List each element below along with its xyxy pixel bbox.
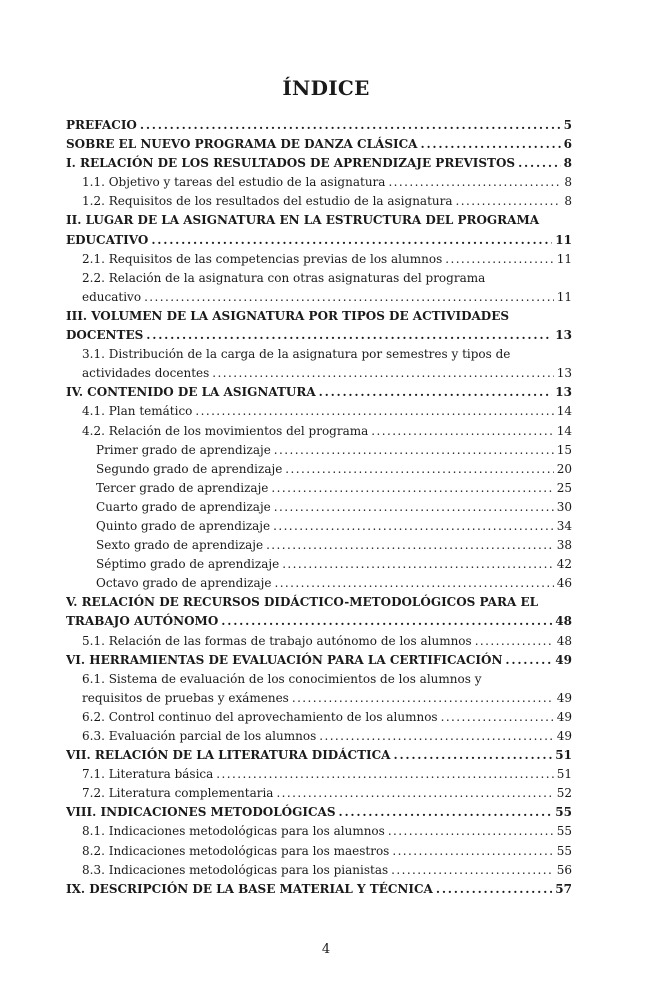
toc-page-number: 13 bbox=[555, 328, 572, 343]
toc-entry bbox=[66, 517, 572, 536]
toc-entry bbox=[66, 422, 572, 441]
dot-leader bbox=[436, 880, 552, 899]
dot-leader bbox=[144, 288, 554, 307]
toc-entry bbox=[66, 173, 572, 192]
toc-entry-text: VII. RELACIÓN DE LA LITERATURA DIDÁCTICA bbox=[66, 748, 391, 763]
toc-page-number: 8 bbox=[564, 194, 572, 209]
dot-leader bbox=[391, 861, 554, 880]
toc-entry bbox=[66, 402, 572, 421]
toc-entry bbox=[66, 498, 572, 517]
dot-leader bbox=[151, 231, 552, 250]
toc-entry-text: VIII. INDICACIONES METODOLÓGICAS bbox=[66, 805, 336, 820]
toc-entry-text: Tercer grado de aprendizaje bbox=[96, 480, 269, 495]
dot-leader bbox=[140, 116, 561, 135]
toc-page-number: 11 bbox=[556, 251, 572, 266]
toc-page-number: 14 bbox=[556, 404, 572, 419]
toc-entry bbox=[66, 689, 572, 708]
toc-page-number: 55 bbox=[555, 805, 572, 820]
dot-leader bbox=[393, 746, 552, 765]
dot-leader bbox=[212, 364, 553, 383]
toc-entry bbox=[66, 154, 572, 173]
toc-entry bbox=[66, 651, 572, 670]
toc-page-number: 13 bbox=[556, 366, 572, 381]
dot-leader bbox=[421, 135, 561, 154]
toc-entry bbox=[66, 765, 572, 784]
toc-entry bbox=[66, 135, 572, 154]
toc-entry-text: VI. HERRAMIENTAS DE EVALUACIÓN PARA LA CERTIFICACIÓN bbox=[66, 652, 503, 667]
toc-entry bbox=[66, 612, 572, 631]
dot-leader bbox=[339, 803, 553, 822]
toc-entry-text: 6.3. Evaluación parcial de los alumnos bbox=[82, 729, 317, 743]
toc-entry-text: Séptimo grado de aprendizaje bbox=[96, 557, 280, 572]
dot-leader bbox=[266, 536, 554, 555]
toc-entry-text: 1.1. Objetivo y tareas del estudio de la asignatura bbox=[82, 175, 386, 190]
toc-page-number: 55 bbox=[556, 824, 572, 839]
toc-page-number: 52 bbox=[556, 786, 572, 801]
dot-leader bbox=[445, 250, 553, 269]
toc-entry-text: 8.2. Indicaciones metodológicas para los maestros bbox=[82, 843, 390, 858]
toc-page-number: 34 bbox=[556, 518, 572, 533]
toc-entry-text: PREFACIO bbox=[66, 118, 137, 132]
toc-entry bbox=[66, 574, 572, 593]
toc-entry bbox=[66, 231, 572, 250]
toc-page-number: 49 bbox=[556, 729, 572, 743]
dot-leader bbox=[282, 555, 554, 574]
toc-entry bbox=[66, 326, 572, 345]
dot-leader bbox=[319, 727, 553, 746]
toc-entry bbox=[66, 861, 572, 880]
toc-entry bbox=[66, 288, 572, 307]
toc-page-number: 48 bbox=[556, 633, 572, 648]
toc-entry-text: Primer grado de aprendizaje bbox=[96, 442, 271, 457]
toc-page-number: 13 bbox=[555, 385, 572, 400]
toc-entry-text: TRABAJO AUTÓNOMO bbox=[66, 614, 219, 629]
toc-entry-text: Segundo grado de aprendizaje bbox=[96, 461, 283, 476]
toc-entry-text: IX. DESCRIPCIÓN DE LA BASE MATERIAL Y TÉCNICA bbox=[66, 881, 433, 896]
table-of-contents bbox=[66, 116, 572, 899]
toc-entry-text: EDUCATIVO bbox=[66, 232, 149, 247]
toc-page-number: 30 bbox=[556, 499, 572, 514]
toc-page-number: 56 bbox=[556, 862, 572, 877]
toc-entry-text: II. LUGAR DE LA ASIGNATURA EN LA ESTRUCTURA DEL PROGRAMA bbox=[66, 213, 540, 228]
toc-entry-text: 4.2. Relación de los movimientos del programa bbox=[82, 423, 369, 438]
toc-entry bbox=[66, 192, 572, 211]
dot-leader bbox=[216, 765, 553, 784]
toc-entry bbox=[66, 364, 572, 383]
toc-page-number: 14 bbox=[556, 423, 572, 438]
dot-leader bbox=[392, 842, 553, 861]
dot-leader bbox=[371, 422, 553, 441]
toc-entry-text: 7.1. Literatura básica bbox=[82, 767, 214, 782]
toc-entry-text: 3.1. Distribución de la carga de la asignatura por semestres y tipos de bbox=[82, 347, 511, 362]
toc-entry-text: Sexto grado de aprendizaje bbox=[96, 538, 264, 553]
toc-entry bbox=[66, 460, 572, 479]
toc-entry-text: SOBRE EL NUEVO PROGRAMA DE DANZA CLÁSICA bbox=[66, 137, 418, 152]
toc-entry-text: I. RELACIÓN DE LOS RESULTADOS DE APRENDIZAJE PREVISTOS bbox=[66, 156, 516, 171]
toc-entry-text: 1.2. Requisitos de los resultados del estudio de la asignatura bbox=[82, 194, 453, 209]
dot-leader bbox=[221, 612, 552, 631]
toc-page-number: 15 bbox=[556, 442, 572, 457]
toc-entry-text: 6.2. Control continuo del aprovechamiento de los alumnos bbox=[82, 709, 438, 724]
dot-leader bbox=[388, 173, 561, 192]
page-title: ÍNDICE bbox=[282, 76, 370, 100]
toc-entry bbox=[66, 250, 572, 269]
toc-entry-text: 8.3. Indicaciones metodológicas para los pianistas bbox=[82, 862, 389, 877]
dot-leader bbox=[274, 574, 553, 593]
dot-leader bbox=[292, 689, 554, 708]
toc-entry-text: V. RELACIÓN DE RECURSOS DIDÁCTICO-METODOLÓGICOS PARA EL bbox=[66, 595, 539, 610]
toc-page-number: 38 bbox=[556, 538, 572, 553]
toc-entry-text: 2.1. Requisitos de las competencias previas de los alumnos bbox=[82, 251, 443, 266]
dot-leader bbox=[518, 154, 561, 173]
toc-entry-text: educativo bbox=[82, 289, 142, 304]
toc-entry-text: 6.1. Sistema de evaluación de los conocimientos de los alumnos y bbox=[82, 671, 482, 686]
dot-leader bbox=[319, 383, 553, 402]
toc-page-number: 49 bbox=[556, 690, 572, 705]
toc-page-number: 11 bbox=[555, 232, 572, 247]
toc-entry bbox=[66, 116, 572, 135]
toc-page-number: 6 bbox=[563, 137, 572, 152]
toc-entry-text: 5.1. Relación de las formas de trabajo autónomo de los alumnos bbox=[82, 633, 472, 648]
toc-page-number: 46 bbox=[556, 576, 572, 591]
toc-page-number: 49 bbox=[555, 652, 572, 667]
toc-entry bbox=[66, 632, 572, 651]
toc-page-number: 51 bbox=[555, 748, 572, 763]
toc-page-number: 55 bbox=[556, 843, 572, 858]
toc-page-number: 11 bbox=[556, 289, 572, 304]
toc-entry bbox=[66, 784, 572, 803]
toc-page-number: 49 bbox=[556, 709, 572, 724]
dot-leader bbox=[441, 708, 554, 727]
toc-entry bbox=[66, 536, 572, 555]
toc-page-number: 25 bbox=[556, 480, 572, 495]
toc-entry-text: 7.2. Literatura complementaria bbox=[82, 786, 274, 801]
dot-leader bbox=[456, 192, 562, 211]
toc-entry-text: Octavo grado de aprendizaje bbox=[96, 576, 272, 591]
toc-entry-text: IV. CONTENIDO DE LA ASIGNATURA bbox=[66, 385, 316, 400]
toc-page-number: 42 bbox=[556, 557, 572, 572]
toc-entry-text: 4.1. Plan temático bbox=[82, 404, 193, 419]
toc-entry bbox=[66, 842, 572, 861]
toc-entry bbox=[66, 822, 572, 841]
toc-page-number: 51 bbox=[556, 767, 572, 782]
toc-entry bbox=[66, 880, 572, 899]
toc-page-number: 5 bbox=[563, 118, 572, 132]
dot-leader bbox=[285, 460, 553, 479]
toc-entry bbox=[66, 803, 572, 822]
dot-leader bbox=[274, 498, 554, 517]
page-number: 4 bbox=[321, 942, 331, 957]
toc-entry-text: III. VOLUMEN DE LA ASIGNATURA POR TIPOS DE ACTIVIDADES bbox=[66, 308, 510, 323]
dot-leader bbox=[146, 326, 552, 345]
toc-entry bbox=[66, 479, 572, 498]
toc-page-number: 57 bbox=[555, 881, 572, 896]
toc-page-number: 8 bbox=[564, 175, 572, 190]
dot-leader bbox=[271, 479, 553, 498]
toc-entry bbox=[66, 708, 572, 727]
toc-entry-text: Cuarto grado de aprendizaje bbox=[96, 499, 271, 514]
toc-page-number: 8 bbox=[563, 156, 572, 171]
toc-entry-text: requisitos de pruebas y exámenes bbox=[82, 690, 289, 705]
toc-entry bbox=[66, 555, 572, 574]
toc-entry bbox=[66, 746, 572, 765]
dot-leader bbox=[388, 822, 554, 841]
toc-entry-text: DOCENTES bbox=[66, 328, 144, 343]
dot-leader bbox=[505, 651, 552, 670]
dot-leader bbox=[273, 517, 554, 536]
toc-page-number: 48 bbox=[555, 614, 572, 629]
toc-entry-text: 2.2. Relación de la asignatura con otras asignaturas del programa bbox=[82, 270, 486, 285]
toc-entry bbox=[66, 383, 572, 402]
dot-leader bbox=[276, 784, 553, 803]
dot-leader bbox=[195, 402, 553, 421]
toc-entry bbox=[66, 441, 572, 460]
toc-entry bbox=[66, 727, 572, 746]
toc-entry-text: actividades docentes bbox=[82, 366, 210, 381]
toc-page-number: 20 bbox=[556, 461, 572, 476]
dot-leader bbox=[475, 632, 554, 651]
dot-leader bbox=[274, 441, 554, 460]
toc-entry-text: Quinto grado de aprendizaje bbox=[96, 518, 271, 533]
toc-entry-text: 8.1. Indicaciones metodológicas para los alumnos bbox=[82, 824, 385, 839]
